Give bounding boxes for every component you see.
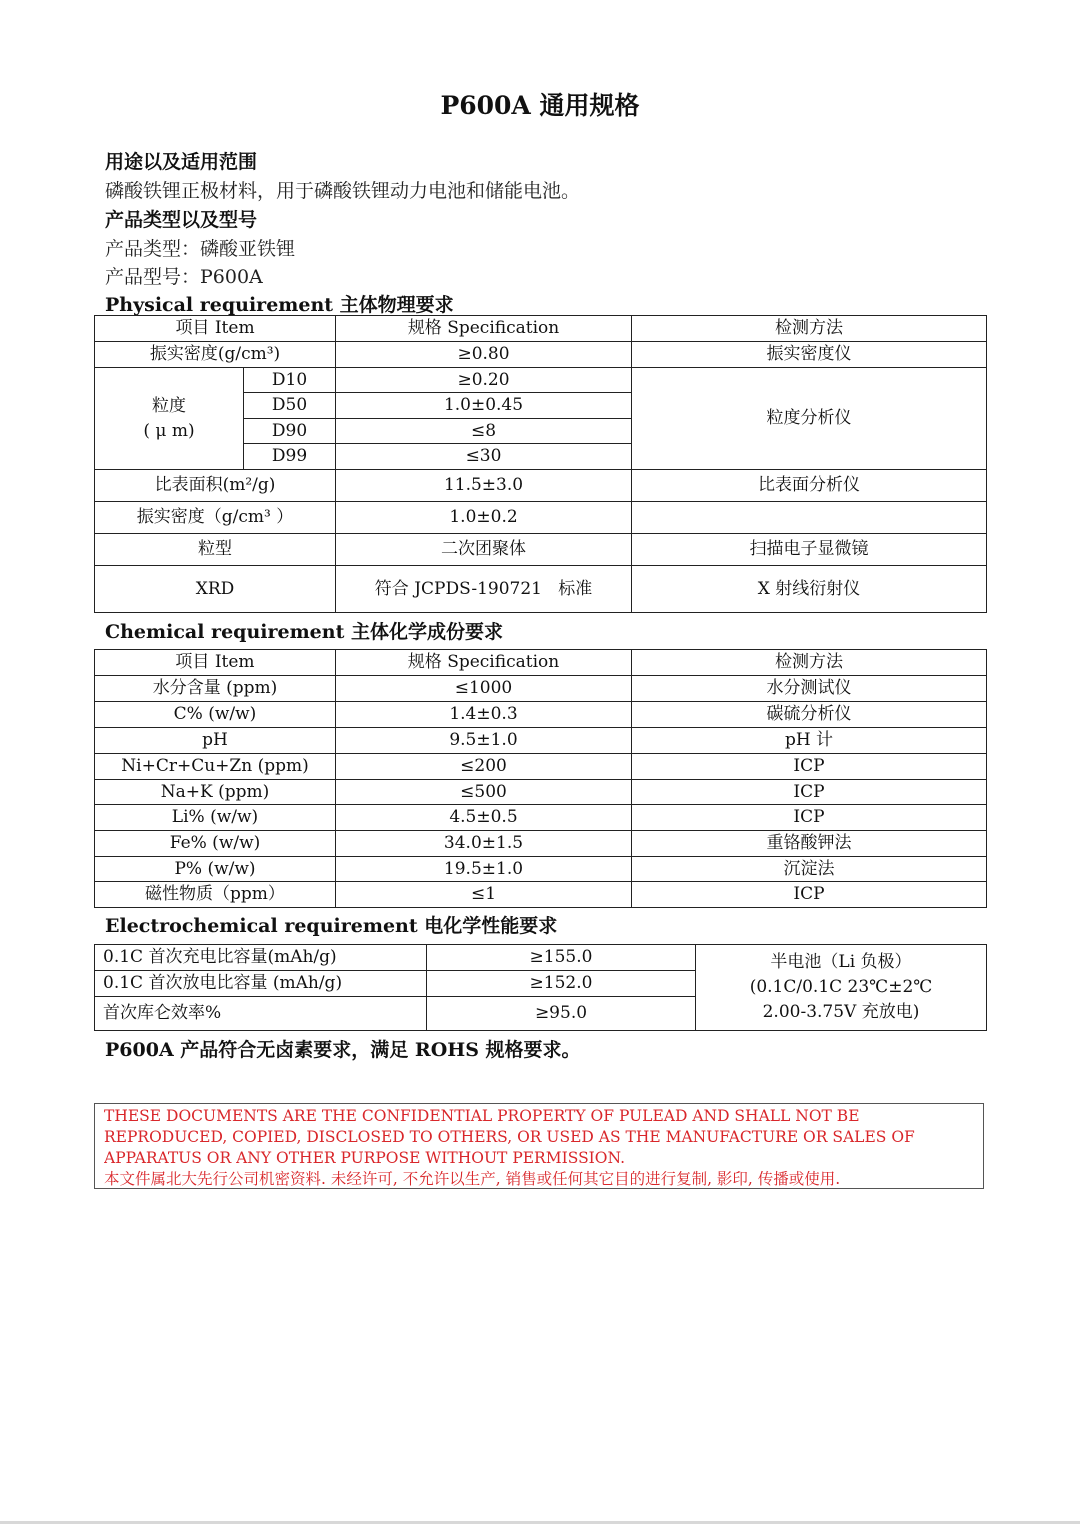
- particle-size-label-line2: ( μ m): [143, 420, 195, 441]
- row-spec: 1.4±0.3: [336, 702, 632, 728]
- d10-spec: ≥0.20: [336, 368, 632, 393]
- particle-size-method: 粒度分析仪: [632, 368, 987, 470]
- row-method: pH 计: [632, 728, 987, 754]
- table-row: [95, 676, 987, 702]
- d50-label: D50: [244, 393, 336, 419]
- row-item: Na+K (ppm): [95, 780, 336, 805]
- d90-spec: ≤8: [336, 419, 632, 444]
- header-method: 检测方法: [632, 650, 987, 676]
- row-item: 比表面积(m²/g): [95, 470, 336, 502]
- confidentiality-notice: [94, 1103, 984, 1189]
- product-type: 产品类型：磷酸亚铁锂: [105, 238, 296, 260]
- row-item: Ni+Cr+Cu+Zn (ppm): [95, 754, 336, 780]
- table-row: [95, 754, 987, 780]
- d50-spec: 1.0±0.45: [336, 393, 632, 419]
- row-spec: 19.5±1.0: [336, 857, 632, 882]
- row-method: 沉淀法: [632, 857, 987, 882]
- method-line: 2.00-3.75V 充放电): [762, 1002, 920, 1022]
- notice-line: 本文件属北大先行公司机密资料. 未经许可, 不允许以生产, 销售或任何其它目的进行复制, 影印, 传播或使用.: [104, 1170, 841, 1188]
- row-method: ICP: [632, 780, 987, 805]
- rohs-statement: P600A 产品符合无卤素要求，满足 ROHS 规格要求。: [105, 1039, 581, 1061]
- row-item: P% (w/w): [95, 857, 336, 882]
- method-line: (0.1C/0.1C 23℃±2℃: [749, 977, 933, 997]
- table-row: [95, 728, 987, 754]
- product-model: 产品型号：P600A: [105, 266, 263, 288]
- physical-heading: Physical requirement 主体物理要求: [105, 294, 454, 316]
- table-row: [95, 805, 987, 831]
- electrochemical-table: [94, 944, 987, 1031]
- table-row: [95, 945, 987, 971]
- notice-line: APPARATUS OR ANY OTHER PURPOSE WITHOUT PERMISSION.: [104, 1149, 626, 1167]
- row-item: 磁性物质（ppm）: [95, 882, 336, 908]
- row-spec: ≥152.0: [427, 971, 696, 997]
- row-spec: 4.5±0.5: [336, 805, 632, 831]
- row-method: ICP: [632, 882, 987, 908]
- d90-label: D90: [244, 419, 336, 444]
- row-method: [632, 502, 987, 534]
- row-method: 扫描电子显微镜: [632, 534, 987, 566]
- header-item: 项目 Item: [95, 650, 336, 676]
- product-heading: 产品类型以及型号: [105, 209, 258, 231]
- row-method: 比表面分析仪: [632, 470, 987, 502]
- row-item: 0.1C 首次放电比容量 (mAh/g): [95, 971, 427, 997]
- row-spec: 34.0±1.5: [336, 831, 632, 857]
- table-row: [95, 857, 987, 882]
- table-row: [95, 702, 987, 728]
- row-item: Fe% (w/w): [95, 831, 336, 857]
- row-method: 重铬酸钾法: [632, 831, 987, 857]
- notice-line: THESE DOCUMENTS ARE THE CONFIDENTIAL PROPERTY OF PULEAD AND SHALL NOT BE: [104, 1107, 860, 1125]
- row-spec: ≥95.0: [427, 997, 696, 1031]
- header-spec: 规格 Specification: [336, 316, 632, 342]
- row-method: 碳硫分析仪: [632, 702, 987, 728]
- electrochemical-method: [696, 945, 987, 1031]
- row-item: 振实密度(g/cm³): [95, 342, 336, 368]
- usage-heading: 用途以及适用范围: [105, 151, 258, 173]
- page-bottom-divider: [0, 1521, 1080, 1524]
- row-spec: 11.5±3.0: [336, 470, 632, 502]
- row-item: 粒型: [95, 534, 336, 566]
- chemical-table: [94, 649, 987, 908]
- table-row: [95, 882, 987, 908]
- header-method: 检测方法: [632, 316, 987, 342]
- row-spec: 9.5±1.0: [336, 728, 632, 754]
- row-spec: 符合 JCPDS-190721 标准: [336, 566, 632, 613]
- table-row: [95, 342, 987, 368]
- chemical-heading: Chemical requirement 主体化学成份要求: [105, 621, 503, 643]
- d99-label: D99: [244, 444, 336, 470]
- row-item: Li% (w/w): [95, 805, 336, 831]
- row-item: 水分含量 (ppm): [95, 676, 336, 702]
- particle-size-label-line1: 粒度: [152, 395, 186, 416]
- row-spec: 二次团聚体: [336, 534, 632, 566]
- row-spec: ≤1000: [336, 676, 632, 702]
- table-row: [95, 470, 987, 502]
- row-method: ICP: [632, 754, 987, 780]
- row-spec: 1.0±0.2: [336, 502, 632, 534]
- table-row: [95, 831, 987, 857]
- electrochemical-heading: Electrochemical requirement 电化学性能要求: [105, 915, 558, 937]
- particle-size-label: [95, 368, 244, 470]
- row-item: 振实密度（g/cm³ ）: [95, 502, 336, 534]
- row-spec: ≥155.0: [427, 945, 696, 971]
- table-row: [95, 566, 987, 613]
- d10-label: D10: [244, 368, 336, 393]
- row-spec: ≤500: [336, 780, 632, 805]
- row-item: C% (w/w): [95, 702, 336, 728]
- table-row: [95, 534, 987, 566]
- notice-line: REPRODUCED, COPIED, DISCLOSED TO OTHERS, OR USED AS THE MANUFACTURE OR SALES OF: [104, 1128, 915, 1146]
- table-row: [95, 780, 987, 805]
- method-line: 半电池（Li 负极）: [770, 952, 912, 972]
- row-spec: ≤200: [336, 754, 632, 780]
- table-row: [95, 368, 987, 393]
- table-header-row: [95, 650, 987, 676]
- row-spec: ≥0.80: [336, 342, 632, 368]
- physical-table: [94, 315, 987, 613]
- row-method: X 射线衍射仪: [632, 566, 987, 613]
- row-item: 0.1C 首次充电比容量(mAh/g): [95, 945, 427, 971]
- header-item: 项目 Item: [95, 316, 336, 342]
- table-row: [95, 502, 987, 534]
- row-method: 水分测试仪: [632, 676, 987, 702]
- page-title: P600A 通用规格: [440, 91, 640, 120]
- table-header-row: [95, 316, 987, 342]
- row-item: pH: [95, 728, 336, 754]
- row-item: XRD: [95, 566, 336, 613]
- row-method: ICP: [632, 805, 987, 831]
- row-item: 首次库仑效率%: [95, 997, 427, 1031]
- row-method: 振实密度仪: [632, 342, 987, 368]
- d99-spec: ≤30: [336, 444, 632, 470]
- row-spec: ≤1: [336, 882, 632, 908]
- header-spec: 规格 Specification: [336, 650, 632, 676]
- usage-text: 磷酸铁锂正极材料，用于磷酸铁锂动力电池和储能电池。: [105, 180, 581, 202]
